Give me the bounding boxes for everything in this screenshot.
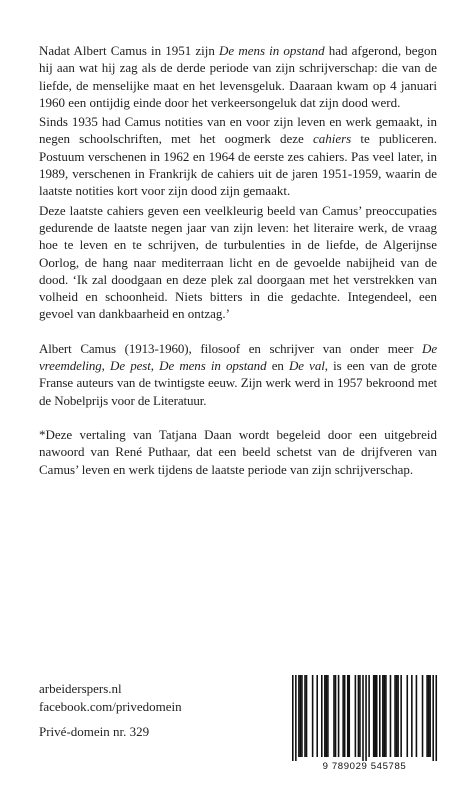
italic-title: De pest [110,358,151,374]
barcode-bar [376,675,378,757]
back-cover-text [39,42,437,478]
text-run: had afgerond, begon hij aan wat hij zag als de derde periode van zijn schrijverschap: die van de liefde, de menselijke maat en het levensgeluk. Daaraan kwam op 4 januari 1960 een ontijdig einde door het verkeersongeluk dat zijn dood werd. [39,43,437,110]
isbn-barcode [289,673,440,773]
barcode-bar [333,675,335,757]
barcode-bar [304,675,306,757]
barcode-bar [327,675,329,757]
barcode-bar [335,675,337,757]
barcode-bar [348,675,350,757]
italic-title: De val [289,358,325,374]
paragraph-translation-note [39,426,437,478]
barcode-bar [400,675,402,757]
barcode-bar [374,675,376,757]
barcode-bar [347,675,349,757]
barcode-bar [338,675,340,757]
barcode-bar [416,675,418,757]
barcode-bar [382,675,384,757]
barcode-bar [324,675,326,757]
barcode-bar [432,675,434,761]
barcode-bar [295,675,297,761]
barcode-bar [292,675,294,761]
barcode-bar [358,675,360,757]
paragraph-preoccupations [39,202,437,323]
barcode-bar [365,675,367,761]
italic-title: De vreemdeling [39,340,437,374]
barcode-bar [435,675,437,761]
barcode-bar [300,675,302,757]
barcode-bar [406,675,408,757]
barcode-bar [312,675,314,757]
italic-title: De mens in opstand [159,358,267,374]
barcode-bar [359,675,361,757]
publisher-facebook-link[interactable]: facebook.com/privedomein [39,698,182,714]
barcode-bars [292,675,437,761]
text-run: , is een van de grote Franse auteurs van de twintigste eeuw. Zijn werk werd in 1957 bekroond met de Nobelprijs voor de Literatuur. [39,358,437,408]
text-run: Sinds 1935 had Camus notities van en voor zijn leven en werk gemaakt, in negen schoolschriften, met het oogmerk deze [39,114,437,147]
barcode-bar [411,675,413,757]
paragraph-cahiers [39,113,437,199]
barcode-bar [394,675,396,757]
text-run: Albert Camus (1913-1960), filosoof en schrijver van onder meer [39,340,423,356]
barcode-bar [344,675,346,757]
barcode-bar [321,675,323,757]
barcode-bar [326,675,328,757]
text-run: te publiceren. Postuum verschenen in 1962 en 1964 de eerste zes cahiers. Pas veel later, in 1989, verschenen in Frankrijk de cahiers uit de jaren 1951-1959, waarin de laatste notities kort voor zijn dood zijn gemaakt. [39,131,438,199]
barcode-bar [362,675,364,761]
series-number: Privé-domein nr. 329 [39,724,150,739]
italic-title: De mens in opstand [219,43,325,58]
barcode-bar [301,675,303,757]
barcode-bar [426,675,428,757]
barcode-bar [397,675,399,757]
barcode-digits: 9 789029 545785 [322,761,407,772]
barcode-bar [390,675,392,757]
barcode-bar [342,675,344,757]
barcode-bar [384,675,386,757]
barcode-bar [422,675,424,757]
italic-title: cahiers [312,131,352,147]
barcode-bar [385,675,387,757]
barcode-bar [428,675,430,757]
barcode-bar [368,675,370,757]
paragraph-intro [39,42,437,111]
publisher-footer [39,680,182,741]
paragraph-author-bio [39,340,437,409]
barcode-bar [396,675,398,757]
barcode-bar [373,675,375,757]
text-run: en [266,358,289,374]
barcode-bar [429,675,431,757]
publisher-website-link[interactable]: arbeiderspers.nl [39,681,122,696]
barcode-bar [306,675,308,757]
text-run: Nadat Albert Camus in 1951 zijn [39,43,220,58]
text-run: , [101,358,111,374]
text-run: *Deze vertaling van Tatjana Daan wordt begeleid door een uitgebreid nawoord van René Puthaar, dat een beeld schetst van de drijfveren van Camus’ leven en werk tijdens de laatste periode van zijn schrijverschap. [39,426,437,477]
barcode-bar [379,675,381,757]
barcode-bar [316,675,318,757]
barcode-bar [298,675,300,757]
text-run: Deze laatste cahiers geven een veelkleurig beeld van Camus’ preoccupaties gedurende de laatste negen jaar van zijn leven: het literaire werk, de vraag hoe te leven en te schrijven, de turbulenties in de liefde, de Algerijnse Oorlog, de hang naar mediterraan licht en de gevoelde nabijheid van de dood. ‘Ik zal doodgaan en deze plek zal doorgaan met het verstrekken van volheid en schoonheid. Niets bitters in die gedachte. Integendeel, een gevoel van dankbaarheid en ontzag.’ [39,202,437,322]
text-run: , [150,358,160,374]
barcode-bar [355,675,357,757]
